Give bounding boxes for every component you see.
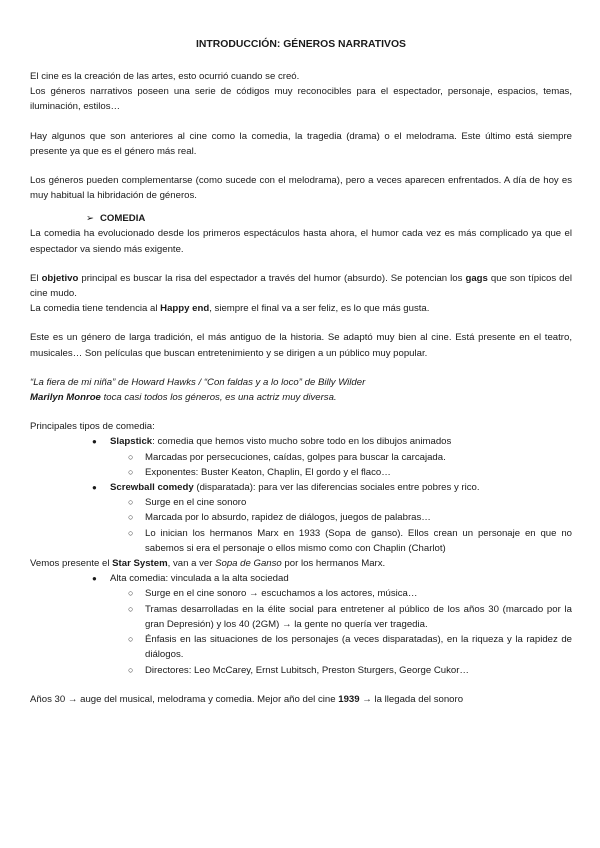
- circle-bullet-icon: ○: [128, 512, 134, 523]
- circle-bullet-icon: ○: [128, 603, 134, 614]
- list-item: ○ Surge en el cine sonoro: [30, 495, 572, 510]
- section-title: COMEDIA: [100, 213, 146, 225]
- circle-bullet-icon: ○: [128, 588, 134, 599]
- paragraph-tradicion: Este es un género de larga tradición, el más antiguo de la historia. Se adaptó muy bien al cine. Está presente en el teatro, musicales… Son películas que buscan entretenimiento y se dirigen a un público muy popular.: [30, 332, 572, 359]
- paragraph-objetivo: El objetivo principal es buscar la risa del espectador a través del humor (absurdo). Se potencian los gags que son típicos del cine mudo.: [30, 272, 572, 300]
- circle-bullet-icon: ○: [128, 634, 134, 645]
- list-item: ○ Tramas desarrolladas en la élite social para entretener al público de los años 30 (marcado por la gran Depresión) y los 40 (2GM) → la gente no quería ver tragedia.: [128, 603, 572, 630]
- intro-line-1: El cine es la creación de las artes, esto ocurrió cuando se creó.: [30, 71, 300, 82]
- circle-bullet-icon: ○: [128, 527, 134, 538]
- list-item: ○ Directores: Leo McCarey, Ernst Lubitsch, Preston Sturgers, George Cukor…: [30, 663, 572, 678]
- intro-line-2: Los géneros narrativos poseen una serie de códigos muy reconocibles para el espectador, personaje, espacios, temas, iluminación, estilos…: [30, 86, 572, 113]
- comedy-types-list: [30, 434, 572, 449]
- bullet-icon: ●: [92, 437, 97, 447]
- alta-sublist: [30, 586, 572, 677]
- circle-bullet-icon: ○: [128, 466, 134, 477]
- paragraph-complementar: Los géneros pueden complementarse (como sucede con el melodrama), pero a veces aparecen enfrentados. A día de hoy es muy habitual la hibridación de géneros.: [30, 175, 572, 202]
- list-item-screwball: ● Screwball comedy (disparatada): para ver las diferencias sociales entre pobres y rico.: [30, 480, 572, 495]
- comedy-types-list-2: [30, 480, 572, 495]
- list-item: ○ Exponentes: Buster Keaton, Chaplin, El gordo y el flaco…: [30, 465, 572, 480]
- paragraph-evolucion: La comedia ha evolucionado desde los primeros espectáculos hasta ahora, el humor cada vez es más complicado ya que el espectador va siendo más exigente.: [30, 228, 572, 255]
- slapstick-sublist: [30, 450, 572, 480]
- circle-bullet-icon: ○: [128, 497, 134, 508]
- tipos-heading: Principales tipos de comedia:: [30, 421, 155, 433]
- paragraph-happy-end: La comedia tiene tendencia al Happy end, siempre el final va a ser feliz, es lo que más gusta.: [30, 303, 430, 315]
- document-title: INTRODUCCIÓN: GÉNEROS NARRATIVOS: [196, 39, 406, 50]
- quote-marilyn: Marilyn Monroe toca casi todos los géneros, es una actriz muy diversa.: [30, 392, 337, 404]
- paragraph-anteriores: Hay algunos que son anteriores al cine como la comedia, la tragedia (drama) o el melodrama. Este último está siempre presente ya que es el género más real.: [30, 130, 572, 157]
- section-heading-comedia: [30, 212, 572, 226]
- list-item-slapstick: ● Slapstick: comedia que hemos visto mucho sobre todo en los dibujos animados: [30, 434, 572, 449]
- comedy-types-list-3: [30, 571, 572, 586]
- list-item: ○ Marcadas por persecuciones, caídas, golpes para buscar la carcajada.: [30, 450, 572, 465]
- arrow-bullet-icon: ➢: [86, 213, 95, 225]
- list-item: ○ Surge en el cine sonoro → escuchamos a los actores, música…: [30, 586, 572, 601]
- paragraph-star-system: Vemos presente el Star System, van a ver Sopa de Ganso por los hermanos Marx.: [30, 558, 386, 570]
- circle-bullet-icon: ○: [128, 664, 134, 675]
- quote-films: “La fiera de mi niña” de Howard Hawks / “Con faldas y a lo loco” de Billy Wilder: [30, 376, 366, 388]
- list-item: ○ Marcada por lo absurdo, rapidez de diálogos, juegos de palabras…: [30, 510, 572, 525]
- circle-bullet-icon: ○: [128, 451, 134, 462]
- list-item: ○ Énfasis en las situaciones de los personajes (a veces disparatadas), en la riqueza y la rapidez de diálogos.: [128, 634, 572, 661]
- screwball-sublist: [30, 495, 572, 556]
- bullet-icon: ●: [92, 574, 97, 584]
- list-item: ○ Lo inician los hermanos Marx en 1933 (Sopa de ganso). Ellos crean un personaje en que no sabemos si era el personaje o ellos mismo como con Chaplin (Charlot): [128, 527, 572, 554]
- paragraph-anos-30: Años 30 → auge del musical, melodrama y comedia. Mejor año del cine 1939 → la llegada del sonoro: [30, 693, 464, 705]
- bullet-icon: ●: [92, 483, 97, 493]
- list-item-alta-comedia: ● Alta comedia: vinculada a la alta sociedad: [30, 571, 572, 586]
